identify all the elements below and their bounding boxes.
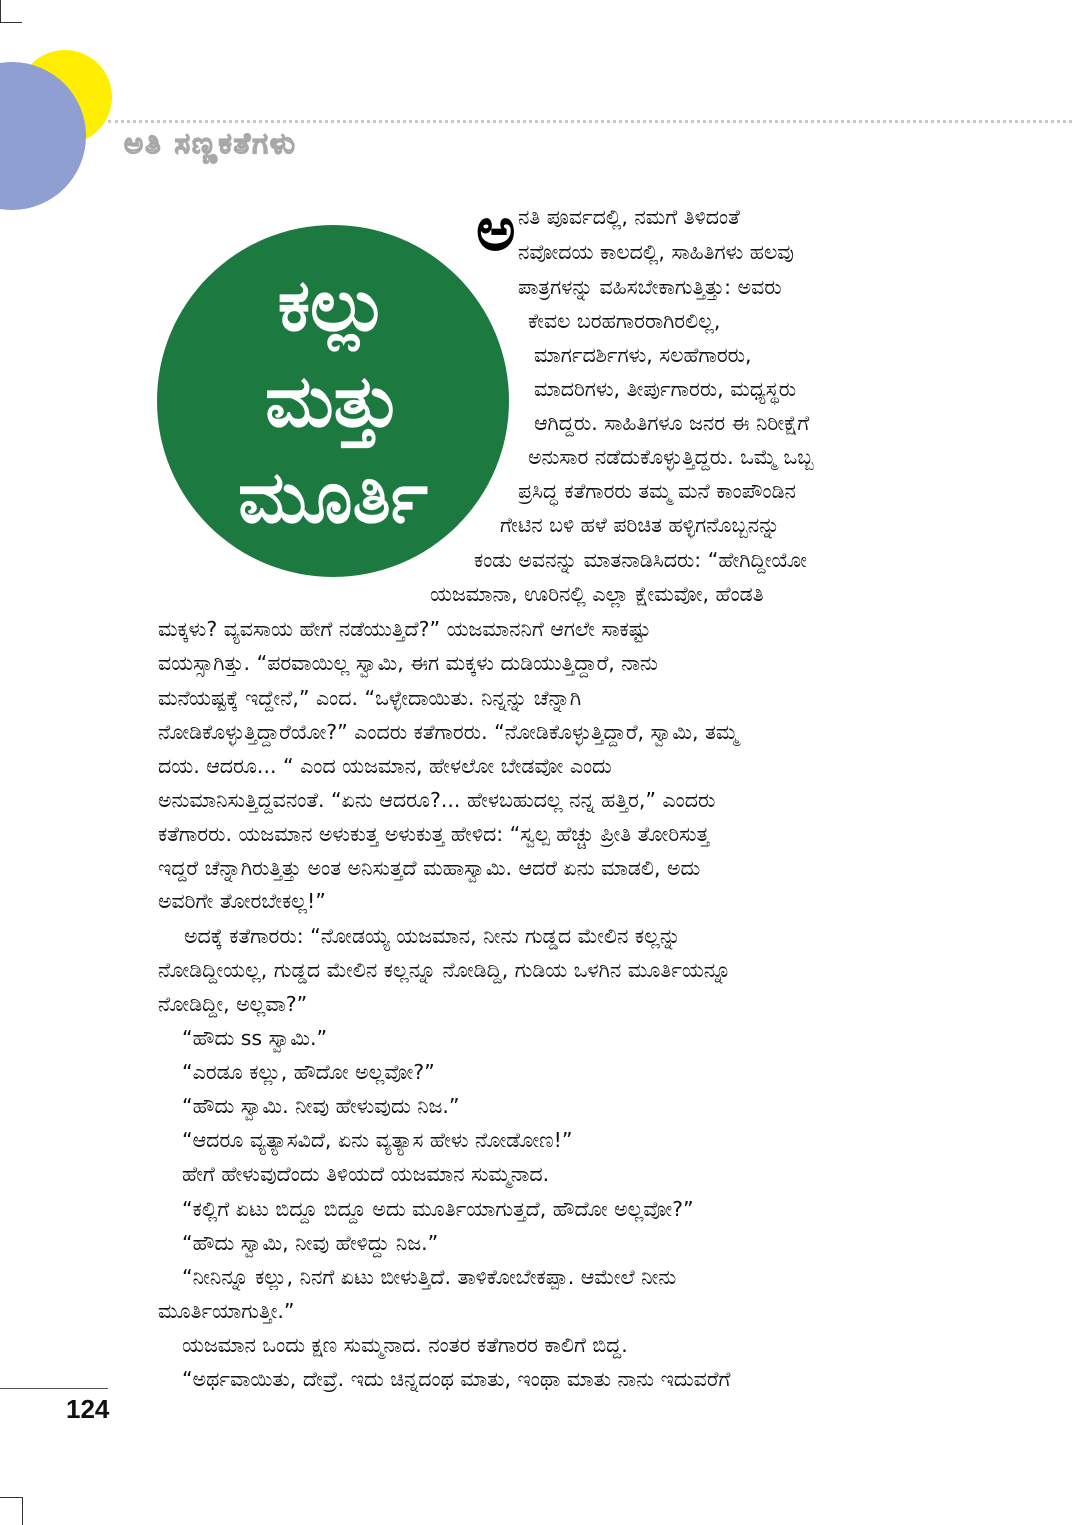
body-line: ಗೇಟಿನ ಬಳಿ ಹಳೆ ಪರಿಚಿತ ಹಳ್ಳಿಗನೊಬ್ಬನನ್ನು <box>500 513 780 537</box>
body-line: “ಹೌದು ಸ್ವಾಮಿ, ನೀವು ಹೇಳಿದ್ದು ನಿಜ.” <box>182 1231 439 1255</box>
story-title-line: ಕಲ್ಲು <box>277 263 389 347</box>
body-line: ನೋಡಿದ್ದೀಯಲ್ಲ, ಗುಡ್ಡದ ಮೇಲಿನ ಕಲ್ಲನ್ನೂ ನೋಡಿದ್ದಿ, ಗುಡಿಯ ಒಳಗಿನ ಮೂರ್ತಿಯನ್ನೂ <box>158 958 732 982</box>
body-line: ಹೇಗೆ ಹೇಳುವುದೆಂದು ತಿಳಿಯದೆ ಯಜಮಾನ ಸುಮ್ಮನಾದ. <box>182 1162 550 1186</box>
header-dotted-rule <box>108 120 1072 123</box>
story-title-line: ಮೂರ್ತಿ <box>238 455 428 539</box>
body-line: ಮಕ್ಕಳು? ವ್ಯವಸಾಯ ಹೇಗೆ ನಡೆಯುತ್ತಿದೆ?” ಯಜಮಾನನಿಗೆ ಆಗಲೇ ಸಾಕಷ್ಟು <box>158 617 651 641</box>
body-line: “ಅರ್ಥವಾಯಿತು, ದೇವ್ರೆ. ಇದು ಚಿನ್ನದಂಥ ಮಾತು, ಇಂಥಾ ಮಾತು ನಾನು ಇದುವರೆಗೆ <box>182 1367 731 1391</box>
body-line: “ಹೌದು ss ಸ್ವಾಮಿ.” <box>182 1026 328 1050</box>
body-line: ಅದಕ್ಕೆ ಕತೆಗಾರರು: “ನೋಡಯ್ಯ ಯಜಮಾನ, ನೀನು ಗುಡ್ಡದ ಮೇಲಿನ ಕಲ್ಲನ್ನು <box>184 924 681 948</box>
body-line: “ಆದರೂ ವ್ಯತ್ಯಾಸವಿದೆ, ಏನು ವ್ಯತ್ಯಾಸ ಹೇಳು ನೋಡೋಣ!” <box>182 1128 573 1152</box>
drop-cap: ಅ <box>476 195 516 265</box>
body-line: ಮಾದರಿಗಳು, ತೀರ್ಪುಗಾರರು, ಮಧ್ಯಸ್ಥರು <box>534 377 797 401</box>
story-title-line: ಮತ್ತು <box>265 359 401 443</box>
body-line: ಯಜಮಾನ ಒಂದು ಕ್ಷಣ ಸುಮ್ಮನಾದ. ನಂತರ ಕತೆಗಾರರ ಕಾಲಿಗೆ ಬಿದ್ದ. <box>182 1333 628 1357</box>
crop-mark-top-horizontal <box>0 22 22 23</box>
body-line: ಇದ್ದರೆ ಚೆನ್ನಾಗಿರುತ್ತಿತ್ತು ಅಂತ ಅನಿಸುತ್ತದೆ ಮಹಾಸ್ವಾಮಿ. ಆದರೆ ಏನು ಮಾಡಲಿ, ಅದು <box>158 856 701 880</box>
body-line: “ಎರಡೂ ಕಲ್ಲು, ಹೌದೋ ಅಲ್ಲವೋ?” <box>182 1060 435 1084</box>
body-line: ಕಂಡು ಅವನನ್ನು ಮಾತನಾಡಿಸಿದರು: “ಹೇಗಿದ್ದೀಯೋ <box>474 548 807 572</box>
body-line: ಕತೆಗಾರರು. ಯಜಮಾನ ಅಳುಕುತ್ತ ಅಳುಕುತ್ತ ಹೇಳಿದ: “ಸ್ವಲ್ಪ ಹೆಚ್ಚು ಪ್ರೀತಿ ತೋರಿಸುತ್ತ <box>158 822 710 846</box>
body-line: ಮನೆಯಷ್ಟಕ್ಕೆ ಇದ್ದೇನೆ,” ಎಂದ. “ಒಳ್ಳೇದಾಯಿತು. ನಿನ್ನನ್ನು ಚೆನ್ನಾಗಿ <box>158 686 582 710</box>
crop-mark-bottom <box>0 1497 22 1498</box>
body-line: ದಯ. ಆದರೂ... “ ಎಂದ ಯಜಮಾನ, ಹೇಳಲೋ ಬೇಡವೋ ಎಂದು <box>158 754 612 778</box>
body-line: ಆಗಿದ್ದರು. ಸಾಹಿತಿಗಳೂ ಜನರ ಈ ನಿರೀಕ್ಷೆಗೆ <box>534 411 810 435</box>
body-line: ಅನುಸಾರ ನಡೆದುಕೊಳ್ಳುತ್ತಿದ್ದರು. ಒಮ್ಮೆ ಒಬ್ಬ <box>528 445 814 469</box>
body-line: “ಹೌದು ಸ್ವಾಮಿ. ನೀವು ಹೇಳುವುದು ನಿಜ.” <box>182 1094 460 1118</box>
body-line: ನೋಡಿದ್ದೀ, ಅಲ್ಲವಾ?” <box>158 992 308 1016</box>
body-line: ಪ್ರಸಿದ್ಧ ಕತೆಗಾರರು ತಮ್ಮ ಮನೆ ಕಾಂಪೌಂಡಿನ <box>518 479 796 503</box>
body-line: ವಯಸ್ಸಾಗಿತ್ತು. “ಪರವಾಯಿಲ್ಲ ಸ್ವಾಮಿ, ಈಗ ಮಕ್ಕಳು ದುಡಿಯುತ್ತಿದ್ದಾರೆ, ನಾನು <box>158 651 658 675</box>
body-line: ಕೇವಲ ಬರಹಗಾರರಾಗಿರಲಿಲ್ಲ, <box>528 309 721 333</box>
body-line: ಅವರಿಗೇ ತೋರಬೇಕಲ್ಲ!” <box>158 889 326 913</box>
body-line: “ನೀನಿನ್ನೂ ಕಲ್ಲು, ನಿನಗೆ ಏಟು ಬೀಳುತ್ತಿದೆ. ತಾಳಿಕೋಬೇಕಪ್ಪಾ. ಆಮೇಲೆ ನೀನು <box>182 1265 677 1289</box>
section-title: ಅತಿ ಸಣ್ಣಕತೆಗಳು <box>124 126 297 160</box>
footer-rule <box>0 1388 108 1389</box>
body-line: ನತಿ ಪೂರ್ವದಲ್ಲಿ, ನಮಗೆ ತಿಳಿದಂತೆ <box>518 205 740 229</box>
crop-mark-top <box>0 0 1 22</box>
body-line: ಯಜಮಾನಾ, ಊರಿನಲ್ಲಿ ಎಲ್ಲಾ ಕ್ಷೇಮವೋ, ಹೆಂಡತಿ <box>430 582 764 606</box>
body-line: ಅನುಮಾನಿಸುತ್ತಿದ್ದವನಂತೆ. “ಏನು ಆದರೂ?... ಹೇಳಬಹುದಲ್ಲ ನನ್ನ ಹತ್ತಿರ,” ಎಂದರು <box>158 788 716 812</box>
body-line: ನವೋದಯ ಕಾಲದಲ್ಲಿ, ಸಾಹಿತಿಗಳು ಹಲವು <box>518 240 794 264</box>
body-line: ಮೂರ್ತಿಯಾಗುತ್ತೀ.” <box>158 1299 295 1323</box>
body-line: ಪಾತ್ರಗಳನ್ನು ವಹಿಸಬೇಕಾಗುತ್ತಿತ್ತು: ಅವರು <box>518 275 782 299</box>
story-title-circle <box>157 225 509 577</box>
body-line: “ಕಲ್ಲಿಗೆ ಏಟು ಬಿದ್ದೂ ಬಿದ್ದೂ ಅದು ಮೂರ್ತಿಯಾಗುತ್ತದೆ, ಹೌದೋ ಅಲ್ಲವೋ?” <box>182 1197 694 1221</box>
page-number: 124 <box>66 1394 110 1424</box>
body-line: ನೋಡಿಕೊಳ್ಳುತ್ತಿದ್ದಾರೆಯೋ?” ಎಂದರು ಕತೆಗಾರರು. “ನೋಡಿಕೊಳ್ಳುತ್ತಿದ್ದಾರೆ, ಸ್ವಾಮಿ, ತಮ್ಮ <box>158 720 739 744</box>
crop-mark-bottom-vertical <box>22 1497 23 1525</box>
body-line: ಮಾರ್ಗದರ್ಶಿಗಳು, ಸಲಹೆಗಾರರು, <box>534 343 752 367</box>
